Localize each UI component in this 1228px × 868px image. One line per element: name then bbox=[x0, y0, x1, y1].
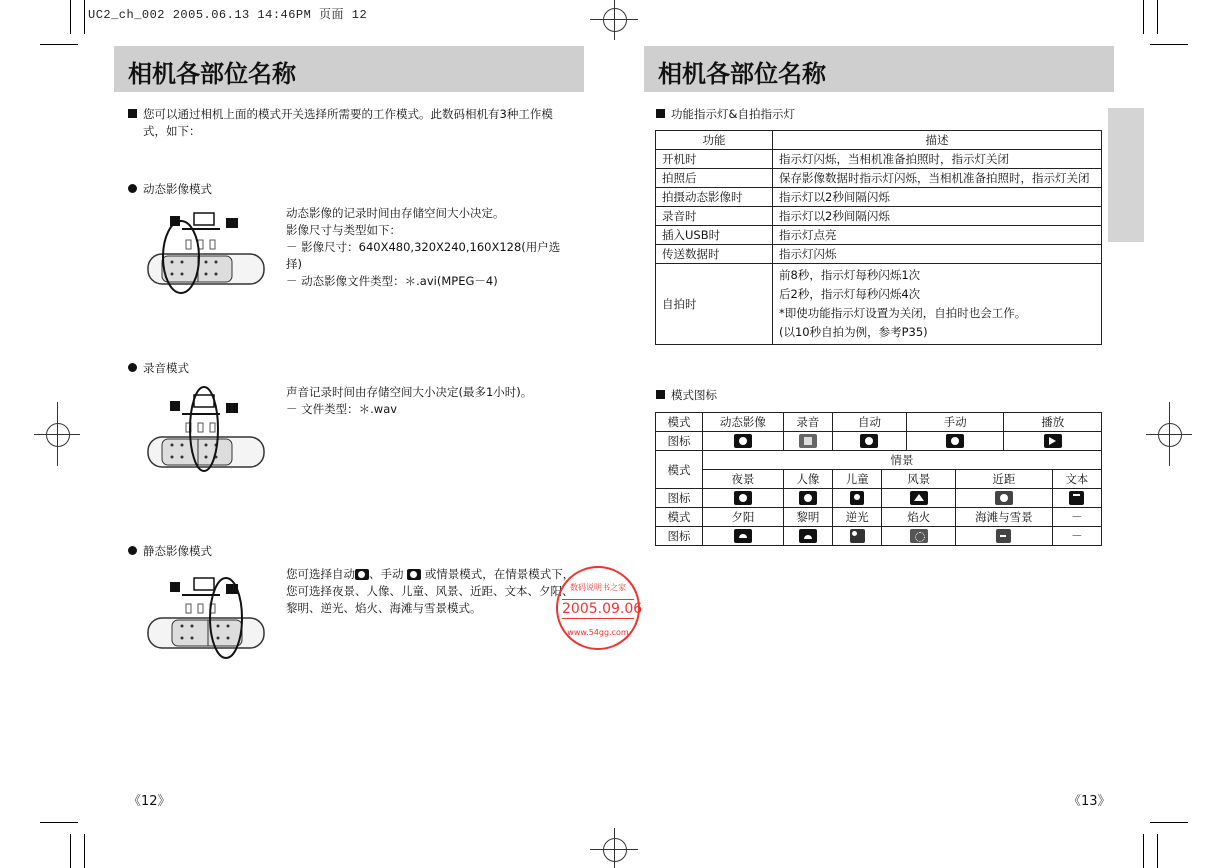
text-line: 您可选择夜景、人像、儿童、风景、近距、文本、夕阳、 bbox=[286, 584, 574, 598]
movie-description bbox=[286, 205, 576, 290]
intro-line: 式，如下： bbox=[143, 124, 201, 138]
mode-icon-table bbox=[655, 412, 1102, 546]
table-row bbox=[656, 470, 1102, 489]
crop-mark bbox=[1157, 0, 1158, 34]
table-cell: 海滩与雪景 bbox=[956, 508, 1052, 527]
table-cell: 指示灯以2秒间隔闪烁 bbox=[773, 188, 1102, 207]
table-cell: 拍照后 bbox=[656, 169, 773, 188]
page-number: 《12》 bbox=[128, 794, 171, 809]
table-cell bbox=[833, 527, 882, 546]
night-scene-icon bbox=[734, 491, 752, 505]
text-icon bbox=[1069, 491, 1084, 505]
mode-icon-section-heading: 模式图标 bbox=[656, 387, 717, 403]
table-cell bbox=[783, 489, 832, 508]
table-cell bbox=[956, 489, 1052, 508]
stamp-url: www.54gg.com bbox=[567, 628, 629, 637]
bullet-dot-icon bbox=[128, 184, 137, 193]
page-title: 相机各部位名称 bbox=[128, 60, 296, 88]
table-cell: 儿童 bbox=[833, 470, 882, 489]
table-header-row bbox=[656, 131, 1102, 150]
crop-mark bbox=[40, 44, 78, 45]
intro-paragraph bbox=[128, 106, 578, 140]
table-row bbox=[656, 508, 1102, 527]
text-line: (以10秒自拍为例，参考P35) bbox=[779, 325, 928, 339]
chapter-side-tab bbox=[1108, 108, 1144, 242]
crop-mark bbox=[70, 0, 71, 34]
table-cell: 手动 bbox=[906, 413, 1004, 432]
crop-mark bbox=[1143, 834, 1144, 868]
auto-mode-icon bbox=[860, 434, 878, 448]
table-row bbox=[656, 451, 1102, 470]
table-row bbox=[656, 245, 1102, 264]
table-cell: 动态影像 bbox=[703, 413, 784, 432]
table-cell bbox=[1004, 432, 1102, 451]
crop-mark bbox=[1143, 0, 1144, 34]
table-row bbox=[656, 489, 1102, 508]
text-line: － 文件类型：＊.wav bbox=[286, 402, 398, 416]
table-cell bbox=[882, 489, 956, 508]
section-still-heading: 静态影像模式 bbox=[128, 543, 212, 559]
voice-description bbox=[286, 384, 576, 418]
table-cell bbox=[703, 527, 784, 546]
text-line: 影像尺寸与类型如下： bbox=[286, 223, 401, 237]
table-cell: 录音时 bbox=[656, 207, 773, 226]
table-cell: 情景 bbox=[703, 451, 1102, 470]
table-cell: 近距 bbox=[956, 470, 1052, 489]
table-cell: 夜景 bbox=[703, 470, 784, 489]
crop-mark bbox=[1150, 44, 1188, 45]
bullet-square-icon bbox=[128, 109, 137, 118]
landscape-icon bbox=[910, 491, 928, 505]
intro-line: 您可以通过相机上面的模式开关选择所需要的工作模式。此数码相机有3种工作模 bbox=[143, 107, 553, 121]
table-cell: 夕阳 bbox=[703, 508, 784, 527]
table-cell bbox=[783, 527, 832, 546]
crop-mark bbox=[1157, 834, 1158, 868]
stamp-text: 数码说明书之家 bbox=[570, 583, 626, 592]
table-row bbox=[656, 413, 1102, 432]
table-cell: 指示灯点亮 bbox=[773, 226, 1102, 245]
table-cell: 模式 bbox=[656, 413, 703, 432]
crop-mark bbox=[84, 834, 85, 868]
backlight-icon bbox=[850, 529, 865, 543]
auto-mode-icon bbox=[355, 569, 369, 580]
sunset-icon bbox=[734, 529, 752, 543]
table-cell: 逆光 bbox=[833, 508, 882, 527]
dawn-icon bbox=[799, 529, 817, 543]
table-cell: 风景 bbox=[882, 470, 956, 489]
table-cell: 焰火 bbox=[882, 508, 956, 527]
mode-switch-still-illustration bbox=[146, 572, 276, 662]
table-cell bbox=[783, 432, 832, 451]
close-up-icon bbox=[995, 491, 1013, 505]
table-cell bbox=[703, 489, 784, 508]
table-cell: 自拍时 bbox=[656, 264, 773, 345]
table-cell bbox=[882, 527, 956, 546]
table-row bbox=[656, 169, 1102, 188]
still-description bbox=[286, 566, 586, 617]
table-cell: － bbox=[1052, 508, 1101, 527]
page-title: 相机各部位名称 bbox=[658, 60, 826, 88]
table-cell: 黎明 bbox=[783, 508, 832, 527]
text-line: － 影像尺寸：640X480,320X240,160X128(用户选择) bbox=[286, 240, 561, 271]
table-cell: 图标 bbox=[656, 489, 703, 508]
crop-mark bbox=[40, 822, 78, 823]
crop-mark bbox=[70, 834, 71, 868]
table-cell: 保存影像数据时指示灯闪烁，当相机准备拍照时，指示灯关闭 bbox=[773, 169, 1102, 188]
table-cell: 播放 bbox=[1004, 413, 1102, 432]
print-header: UC2_ch_002 2005.06.13 14:46PM 页面 12 bbox=[88, 8, 368, 22]
table-cell bbox=[833, 432, 907, 451]
table-header: 功能 bbox=[656, 131, 773, 150]
table-header: 描述 bbox=[773, 131, 1102, 150]
text-line: *即使功能指示灯设置为关闭，自拍时也会工作。 bbox=[779, 306, 1027, 320]
table-cell: 人像 bbox=[783, 470, 832, 489]
table-row bbox=[656, 432, 1102, 451]
table-cell bbox=[703, 432, 784, 451]
table-cell bbox=[833, 489, 882, 508]
section-voice-heading: 录音模式 bbox=[128, 360, 189, 376]
children-icon bbox=[850, 491, 864, 505]
stamp-date: 2005.09.06 bbox=[562, 601, 643, 617]
table-cell: 自动 bbox=[833, 413, 907, 432]
table-row bbox=[656, 207, 1102, 226]
portrait-icon bbox=[799, 491, 817, 505]
bullet-dot-icon bbox=[128, 546, 137, 555]
table-cell: 指示灯闪烁 bbox=[773, 245, 1102, 264]
crop-mark bbox=[84, 0, 85, 34]
table-cell: 录音 bbox=[783, 413, 832, 432]
table-cell: － bbox=[1052, 527, 1101, 546]
section-movie-heading: 动态影像模式 bbox=[128, 181, 212, 197]
table-cell bbox=[1052, 489, 1101, 508]
lamp-table bbox=[655, 130, 1102, 345]
text-line: 黎明、逆光、焰火、海滩与雪景模式。 bbox=[286, 601, 482, 615]
page-title-bar bbox=[114, 46, 584, 92]
lamp-section-heading: 功能指示灯&自拍指示灯 bbox=[656, 106, 795, 122]
manual-mode-icon bbox=[946, 434, 964, 448]
table-cell: 文本 bbox=[1052, 470, 1101, 489]
crop-mark bbox=[1150, 822, 1188, 823]
text-line: 后2秒，指示灯每秒闪烁4次 bbox=[779, 287, 921, 301]
table-cell: 图标 bbox=[656, 432, 703, 451]
page-title-bar bbox=[644, 46, 1114, 92]
beach-snow-icon bbox=[996, 529, 1011, 543]
table-cell: 传送数据时 bbox=[656, 245, 773, 264]
table-row bbox=[656, 188, 1102, 207]
table-cell: 开机时 bbox=[656, 150, 773, 169]
play-mode-icon bbox=[1044, 434, 1062, 448]
page-number: 《13》 bbox=[1068, 794, 1111, 809]
movie-mode-icon bbox=[734, 434, 752, 448]
text-line: 声音记录时间由存储空间大小决定(最多1小时)。 bbox=[286, 385, 533, 399]
fireworks-icon bbox=[910, 529, 928, 543]
bullet-square-icon bbox=[656, 390, 665, 399]
voice-mode-icon bbox=[799, 434, 817, 448]
table-cell: 拍摄动态影像时 bbox=[656, 188, 773, 207]
bullet-dot-icon bbox=[128, 363, 137, 372]
table-cell: 插入USB时 bbox=[656, 226, 773, 245]
table-row bbox=[656, 226, 1102, 245]
table-cell: 模式 bbox=[656, 451, 703, 489]
manual-mode-icon bbox=[407, 569, 421, 580]
table-cell bbox=[956, 527, 1052, 546]
mode-switch-movie-illustration bbox=[146, 208, 276, 298]
table-cell: 指示灯以2秒间隔闪烁 bbox=[773, 207, 1102, 226]
mode-switch-voice-illustration bbox=[146, 383, 276, 473]
website-stamp bbox=[556, 566, 643, 650]
table-cell: 模式 bbox=[656, 508, 703, 527]
table-row bbox=[656, 150, 1102, 169]
bullet-square-icon bbox=[656, 109, 665, 118]
text-line: 您可选择自动 、手动 或情景模式，在情景模式下， bbox=[286, 567, 575, 581]
text-line: 动态影像的记录时间由存储空间大小决定。 bbox=[286, 206, 505, 220]
table-cell bbox=[773, 264, 1102, 345]
table-cell: 图标 bbox=[656, 527, 703, 546]
table-cell bbox=[906, 432, 1004, 451]
table-row bbox=[656, 264, 1102, 345]
text-line: － 动态影像文件类型：＊.avi(MPEG－4) bbox=[286, 274, 498, 288]
table-row bbox=[656, 527, 1102, 546]
text-line: 前8秒，指示灯每秒闪烁1次 bbox=[779, 268, 921, 282]
table-cell: 指示灯闪烁，当相机准备拍照时，指示灯关闭 bbox=[773, 150, 1102, 169]
